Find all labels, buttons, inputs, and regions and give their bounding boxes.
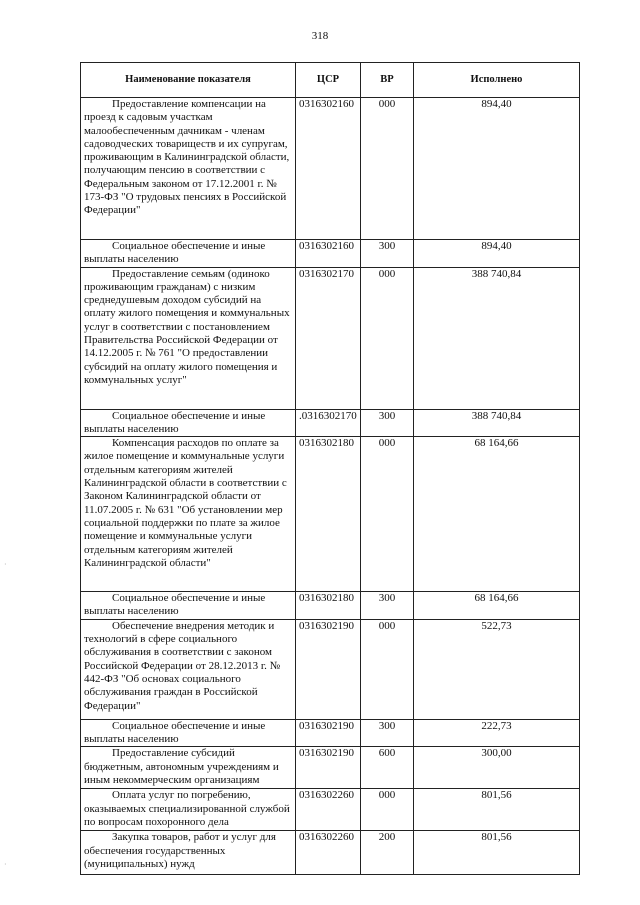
row-executed: 68 164,66 xyxy=(414,437,580,592)
table-row xyxy=(81,267,580,409)
row-vr: 000 xyxy=(361,437,414,592)
table-row xyxy=(81,437,580,592)
row-name: Обеспечение внедрения методик и технологий в сфере социального обслуживания в соответствии с законом Российской Федерации от 28.12.2013 г. № 442-ФЗ "Об основах социального обслуживания граждан в Российской Федерации" xyxy=(81,619,296,719)
row-csr: .0316302170 xyxy=(296,409,361,437)
row-name: Закупка товаров, работ и услуг для обеспечения государственных (муниципальных) нужд xyxy=(81,831,296,875)
row-vr: 000 xyxy=(361,267,414,409)
row-name: Предоставление субсидий бюджетным, автономным учреждениям и иным некоммерческим организациям xyxy=(81,747,296,789)
row-csr: 0316302170 xyxy=(296,267,361,409)
table-row xyxy=(81,747,580,789)
row-executed: 894,40 xyxy=(414,98,580,240)
row-executed: 388 740,84 xyxy=(414,409,580,437)
row-name: Социальное обеспечение и иные выплаты населению xyxy=(81,592,296,620)
scan-artifact-mark: · xyxy=(4,560,7,569)
row-csr: 0316302190 xyxy=(296,747,361,789)
table-row xyxy=(81,240,580,268)
row-name: Предоставление компенсации на проезд к садовым участкам малообеспеченным дачникам - членам садоводческих товариществ и их супругам, проживающим в Калининградской области, получающим пенсию в соответствии с Федеральным законом от 17.12.2001 г. № 173-ФЗ "О трудовых пенсиях в Российской Федерации" xyxy=(81,98,296,240)
row-executed: 388 740,84 xyxy=(414,267,580,409)
row-csr: 0316302190 xyxy=(296,719,361,747)
row-name: Компенсация расходов по оплате за жилое помещение и коммунальные услуги отдельным категориям жителей Калининградской области в соответствии с Законом Калининградской области от 11.07.2005 г. № 631 "Об установлении мер социальной поддержки по плате за жилое помещение и коммунальные услуги отдельным категориям жителей Калининградской области" xyxy=(81,437,296,592)
row-name: Социальное обеспечение и иные выплаты населению xyxy=(81,240,296,268)
row-vr: 000 xyxy=(361,619,414,719)
row-csr: 0316302160 xyxy=(296,240,361,268)
row-executed: 522,73 xyxy=(414,619,580,719)
table-row xyxy=(81,719,580,747)
row-csr: 0316302260 xyxy=(296,831,361,875)
table-row xyxy=(81,619,580,719)
header-executed: Исполнено xyxy=(414,63,580,98)
row-vr: 200 xyxy=(361,831,414,875)
table-row xyxy=(81,831,580,875)
row-executed: 894,40 xyxy=(414,240,580,268)
row-vr: 300 xyxy=(361,592,414,620)
row-csr: 0316302260 xyxy=(296,789,361,831)
header-csr: ЦСР xyxy=(296,63,361,98)
row-executed: 300,00 xyxy=(414,747,580,789)
row-executed: 801,56 xyxy=(414,789,580,831)
row-vr: 000 xyxy=(361,789,414,831)
header-vr: ВР xyxy=(361,63,414,98)
row-csr: 0316302160 xyxy=(296,98,361,240)
table-row xyxy=(81,98,580,240)
row-csr: 0316302190 xyxy=(296,619,361,719)
page-number: 318 xyxy=(311,30,329,42)
row-vr: 600 xyxy=(361,747,414,789)
row-name: Оплата услуг по погребению, оказываемых специализированной службой по вопросам похоронного дела xyxy=(81,789,296,831)
budget-execution-table xyxy=(80,62,580,875)
header-name: Наименование показателя xyxy=(81,63,296,98)
row-name: Предоставление семьям (одиноко проживающим гражданам) с низким среднедушевым доходом субсидий на оплату жилого помещения и коммунальных услуг в соответствии с постановлением Правительства Российской Федерации от 14.12.2005 г. № 761 "О предоставлении субсидий на оплату жилого помещения и коммунальных услуг" xyxy=(81,267,296,409)
row-name: Социальное обеспечение и иные выплаты населению xyxy=(81,409,296,437)
row-executed: 68 164,66 xyxy=(414,592,580,620)
table-row xyxy=(81,409,580,437)
row-vr: 300 xyxy=(361,719,414,747)
row-executed: 222,73 xyxy=(414,719,580,747)
scan-artifact-mark: · xyxy=(4,860,7,869)
row-vr: 300 xyxy=(361,409,414,437)
row-vr: 300 xyxy=(361,240,414,268)
row-csr: 0316302180 xyxy=(296,437,361,592)
table-header-row xyxy=(81,63,580,98)
row-vr: 000 xyxy=(361,98,414,240)
row-csr: 0316302180 xyxy=(296,592,361,620)
table-row xyxy=(81,592,580,620)
row-name: Социальное обеспечение и иные выплаты населению xyxy=(81,719,296,747)
row-executed: 801,56 xyxy=(414,831,580,875)
table-row xyxy=(81,789,580,831)
